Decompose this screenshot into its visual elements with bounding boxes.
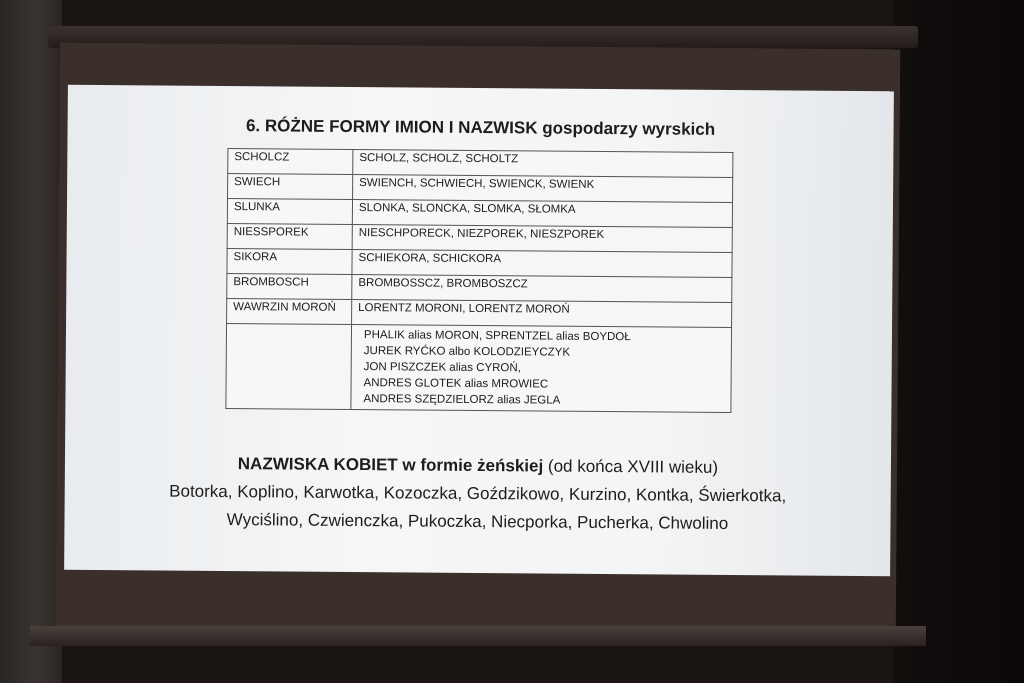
women-heading-bold: NAZWISKA KOBIET w formie żeńskiej [237,454,544,476]
table-cell-base: SWIECH [228,174,353,200]
alias-line: JON PISZCZEK alias CYROŃ, [363,361,521,375]
alias-line: ANDRES SZĘDZIELORZ alias JEGLA [363,393,561,407]
table-cell-forms: NIESCHPORECK, NIEZPOREK, NIESZPOREK [352,225,732,253]
women-names-heading [65,453,891,479]
table-cell-base: WAWRZIN MOROŃ [227,299,352,325]
women-heading-note: (od końca XVIII wieku) [543,456,719,477]
table-cell-base: BROMBOSCH [227,274,352,300]
table-cell-forms: SCHOLZ, SCHOLZ, SCHOLTZ [353,150,733,178]
women-names-line-1: Botorka, Koplino, Karwotka, Kozoczka, Goździkowo, Kurzino, Kontka, Świerkotka, [169,481,787,506]
table-cell-forms: SCHIEKORA, SCHICKORA [352,250,732,278]
women-names-line-2: Wyciślino, Czwienczka, Pukoczka, Niecporka, Pucherka, Chwolino [226,510,729,533]
room-wall-left [0,0,62,683]
screen-bottom-bar [30,626,926,646]
projected-slide [64,85,894,576]
slide-title: 6. RÓŻNE FORMY IMION I NAZWISK gospodarzy wyrskich [245,116,716,139]
alias-line: ANDRES GLOTEK alias MROWIEC [363,377,549,391]
table-cell-forms: SWIENCH, SCHWIECH, SWIENCK, SWIENK [353,175,733,203]
names-table [225,148,733,413]
table-cell-base: NIESSPOREK [227,224,352,250]
room-wall-right [894,0,1024,683]
alias-line: JUREK RYĆKO albo KOLODZIEYCZYK [363,345,571,359]
alias-line: PHALIK alias MORON, SPRENTZEL alias BOYDOŁ [363,329,631,344]
table-cell-empty [226,324,352,410]
table-cell-base: SLUNKA [227,199,352,225]
table-row-aliases [226,324,732,413]
table-cell-forms: LORENTZ MORONI, LORENTZ MOROŃ [352,299,732,327]
table-cell-base: SIKORA [227,249,352,275]
table-cell-aliases [351,324,732,412]
table-cell-forms: SLONKA, SLONCKA, SLOMKA, SŁOMKA [352,200,732,228]
table-cell-forms: BROMBOSSCZ, BROMBOSZCZ [352,275,732,303]
table-cell-base: SCHOLCZ [228,149,353,175]
